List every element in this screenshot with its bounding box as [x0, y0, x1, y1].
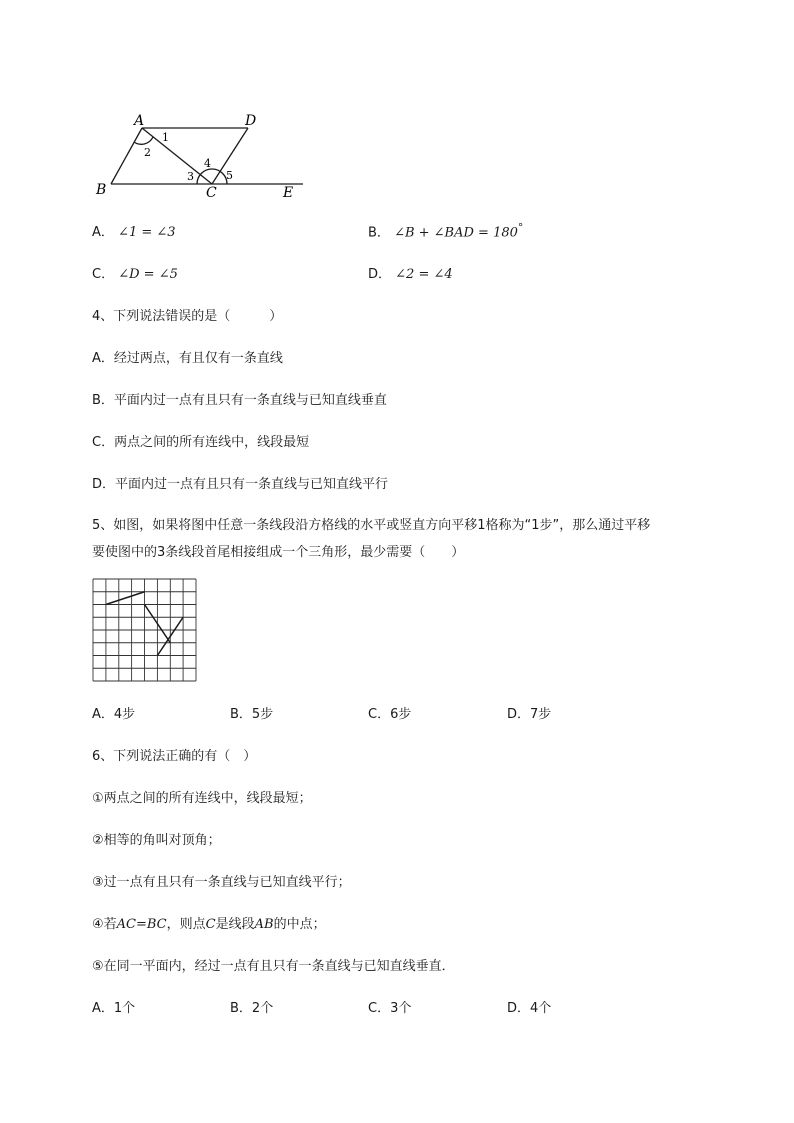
label-E: E [283, 185, 294, 201]
q6-statement-3: ③过一点有且只有一条直线与已知直线平行； [92, 875, 351, 890]
q4-option-d: D．平面内过一点有且只有一条直线与已知直线平行 [92, 477, 389, 492]
q6-s4-mid: ，则点 [166, 917, 206, 932]
q5-option-c: C．6步 [368, 707, 412, 722]
q3-option-d-math: ∠2 = ∠4 [395, 267, 453, 282]
q3-option-a-math: ∠1 = ∠3 [118, 225, 176, 240]
label-C: C [206, 185, 217, 201]
q6-s4-post: 的中点； [273, 917, 326, 932]
q3-option-c [92, 263, 178, 282]
grid-figure [92, 578, 198, 682]
q6-s4-pre: ④若 [92, 917, 117, 932]
q6-s4-mid2: 是线段 [215, 917, 255, 932]
label-A: A [134, 113, 145, 129]
q5-stem-line1: 5、如图，如果将图中任意一条线段沿方格线的水平或竖直方向平移1格称为“1步”，那么通过平移 [92, 518, 651, 533]
q3-option-d [368, 263, 453, 282]
q4-stem: 4、下列说法错误的是（ ） [92, 309, 283, 324]
q3-option-a [92, 221, 176, 240]
q6-s4-math-1: AC=BC [116, 917, 167, 932]
q3-option-d-label: D． [368, 267, 392, 282]
q6-option-a: A．1个 [92, 1001, 136, 1016]
q6-stem: 6、下列说法正确的有（ ） [92, 749, 257, 764]
segment-1 [106, 592, 145, 605]
q6-statement-1: ①两点之间的所有连线中，线段最短； [92, 791, 312, 806]
q6-statement-4 [92, 913, 326, 932]
q5-option-b: B．5步 [230, 707, 274, 722]
label-D: D [245, 113, 257, 129]
q6-s4-math-2: C [205, 917, 216, 932]
q3-option-c-label: C． [92, 267, 115, 282]
q6-statement-5: ⑤在同一平面内，经过一点有且只有一条直线与已知直线垂直． [92, 959, 455, 974]
label-angle-4: 4 [204, 157, 211, 170]
q3-option-b [368, 221, 523, 240]
degree-symbol: ° [517, 221, 524, 234]
q4-option-a: A．经过两点，有且仅有一条直线 [92, 351, 283, 366]
q5-option-a: A．4步 [92, 707, 136, 722]
label-angle-1: 1 [162, 131, 169, 144]
q3-option-c-math: ∠D = ∠5 [118, 267, 178, 282]
label-angle-5: 5 [226, 169, 233, 182]
q5-stem-line2: 要使图中的3条线段首尾相接组成一个三角形，最少需要（ ） [92, 545, 465, 560]
q3-option-a-label: A． [92, 225, 114, 240]
q3-option-b-math: ∠B + ∠BAD = 180 [394, 225, 518, 241]
q6-option-b: B．2个 [230, 1001, 274, 1016]
parallelogram-figure [90, 108, 320, 203]
q3-option-b-label: B． [368, 225, 390, 241]
q6-statement-2: ②相等的角叫对顶角； [92, 833, 221, 848]
q4-option-b: B．平面内过一点有且只有一条直线与已知直线垂直 [92, 393, 387, 408]
q5-option-d: D．7步 [507, 707, 552, 722]
label-angle-2: 2 [144, 146, 151, 159]
q6-option-c: C．3个 [368, 1001, 412, 1016]
q4-option-c: C．两点之间的所有连线中，线段最短 [92, 435, 310, 450]
label-B: B [96, 182, 107, 198]
label-angle-3: 3 [187, 170, 194, 183]
q6-s4-math-3: AB [254, 917, 274, 932]
q6-option-d: D．4个 [507, 1001, 552, 1016]
